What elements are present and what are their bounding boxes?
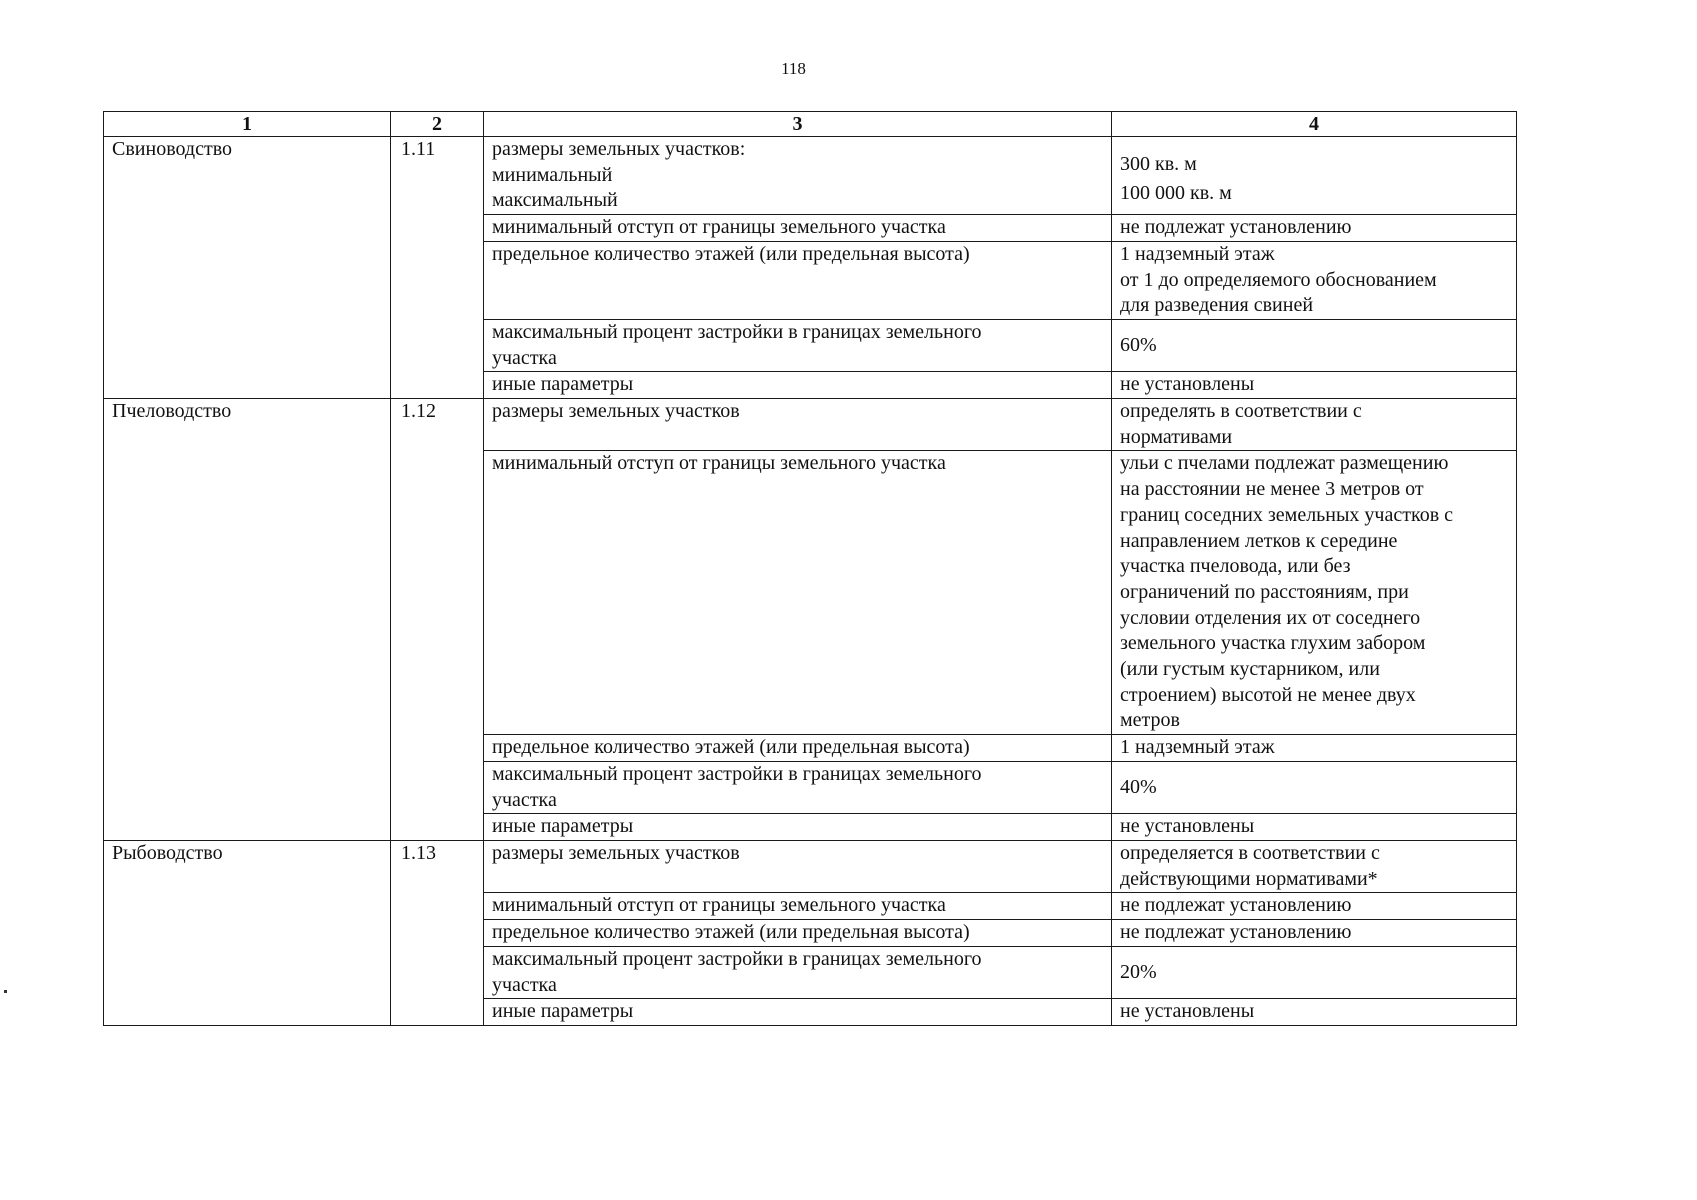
value-line: от 1 до определяемого обоснованием — [1120, 268, 1437, 291]
value-line: 300 кв. м — [1120, 153, 1197, 175]
value-cell — [1112, 451, 1517, 735]
table-row — [104, 840, 1517, 892]
value-line: не подлежат установлению — [1120, 921, 1352, 944]
value-line: для разведения свиней — [1120, 294, 1314, 317]
regulations-table — [103, 111, 1517, 1026]
header-col-2: 2 — [391, 112, 484, 137]
value-line: не подлежат установлению — [1120, 216, 1352, 239]
value-line: ограничений по расстояниям, при — [1120, 580, 1409, 603]
use-type-code: 1.11 — [391, 137, 484, 399]
table-row — [104, 137, 1517, 215]
value-cell — [1112, 946, 1517, 998]
param-line: участка — [492, 788, 557, 811]
value-line: ульи с пчелами подлежат размещению — [1120, 452, 1449, 475]
value-cell — [1112, 137, 1517, 215]
header-col-1: 1 — [104, 112, 391, 137]
use-type-name: Свиноводство — [104, 137, 391, 399]
value-cell — [1112, 893, 1517, 920]
use-type-name: Рыбоводство — [104, 840, 391, 1025]
header-col-4: 4 — [1112, 112, 1517, 137]
param-line: минимальный — [492, 163, 613, 186]
value-cell — [1112, 840, 1517, 892]
value-line: действующими нормативами* — [1120, 867, 1378, 890]
value-cell — [1112, 319, 1517, 371]
value-line: нормативами — [1120, 425, 1233, 448]
value-cell — [1112, 372, 1517, 399]
value-line: 1 надземный этаж — [1120, 736, 1275, 759]
scan-mark — [4, 990, 7, 993]
param-cell — [484, 814, 1112, 841]
value-line: не подлежат установлению — [1120, 894, 1352, 917]
value-line: определяется в соответствии с — [1120, 841, 1380, 864]
value-cell — [1112, 920, 1517, 947]
param-line: максимальный — [492, 189, 618, 212]
param-cell — [484, 999, 1112, 1026]
param-line: участка — [492, 346, 557, 369]
param-line: максимальный процент застройки в границах земельного — [492, 762, 982, 785]
param-line: максимальный процент застройки в границах земельного — [492, 947, 982, 970]
param-line: иные параметры — [492, 1000, 634, 1023]
param-line: размеры земельных участков — [492, 400, 740, 423]
param-cell — [484, 920, 1112, 947]
param-line: иные параметры — [492, 815, 634, 838]
param-line: иные параметры — [492, 373, 634, 396]
header-row — [104, 112, 1517, 137]
param-cell — [484, 946, 1112, 998]
param-cell — [484, 372, 1112, 399]
param-line: участка — [492, 973, 557, 996]
value-line: строением) высотой не менее двух — [1120, 683, 1416, 706]
param-cell — [484, 399, 1112, 451]
param-line: размеры земельных участков — [492, 841, 740, 864]
param-line: максимальный процент застройки в границах земельного — [492, 320, 982, 343]
param-line: предельное количество этажей (или предельная высота) — [492, 242, 970, 265]
value-line: участка пчеловода, или без — [1120, 555, 1351, 578]
use-type-code: 1.13 — [391, 840, 484, 1025]
value-line: направлением летков к середине — [1120, 529, 1398, 552]
param-cell — [484, 319, 1112, 371]
param-cell — [484, 735, 1112, 762]
value-cell — [1112, 761, 1517, 813]
use-type-name: Пчеловодство — [104, 399, 391, 841]
param-cell — [484, 451, 1112, 735]
param-line: минимальный отступ от границы земельного участка — [492, 894, 946, 917]
param-line: размеры земельных участков: — [492, 138, 746, 160]
param-line: минимальный отступ от границы земельного участка — [492, 452, 946, 475]
value-line: не установлены — [1120, 373, 1255, 396]
value-cell — [1112, 215, 1517, 242]
value-line: метров — [1120, 709, 1180, 732]
param-cell — [484, 840, 1112, 892]
value-line: не установлены — [1120, 815, 1255, 838]
use-type-code: 1.12 — [391, 399, 484, 841]
param-cell — [484, 241, 1112, 319]
value-line: 1 надземный этаж — [1120, 242, 1275, 265]
param-line: минимальный отступ от границы земельного участка — [492, 216, 946, 239]
value-line: границ соседних земельных участков с — [1120, 503, 1454, 526]
param-cell — [484, 761, 1112, 813]
value-cell — [1112, 399, 1517, 451]
table-row — [104, 399, 1517, 451]
param-line: предельное количество этажей (или предельная высота) — [492, 921, 970, 944]
value-cell — [1112, 999, 1517, 1026]
value-line: определять в соответствии с — [1120, 400, 1362, 423]
value-line: (или густым кустарником, или — [1120, 658, 1380, 681]
param-cell — [484, 893, 1112, 920]
value-line: условии отделения их от соседнего — [1120, 606, 1421, 629]
param-cell — [484, 137, 1112, 215]
page-number: 118 — [781, 59, 806, 78]
value-line: на расстоянии не менее 3 метров от — [1120, 478, 1424, 501]
header-col-3: 3 — [484, 112, 1112, 137]
value-line: 100 000 кв. м — [1120, 182, 1232, 204]
value-line: не установлены — [1120, 1000, 1255, 1023]
value-line: 60% — [1120, 333, 1157, 356]
param-cell — [484, 215, 1112, 242]
value-cell — [1112, 814, 1517, 841]
value-cell — [1112, 241, 1517, 319]
value-cell — [1112, 735, 1517, 762]
value-line: земельного участка глухим забором — [1120, 632, 1426, 655]
value-line: 20% — [1120, 960, 1157, 983]
param-line: предельное количество этажей (или предельная высота) — [492, 736, 970, 759]
value-line: 40% — [1120, 775, 1157, 798]
